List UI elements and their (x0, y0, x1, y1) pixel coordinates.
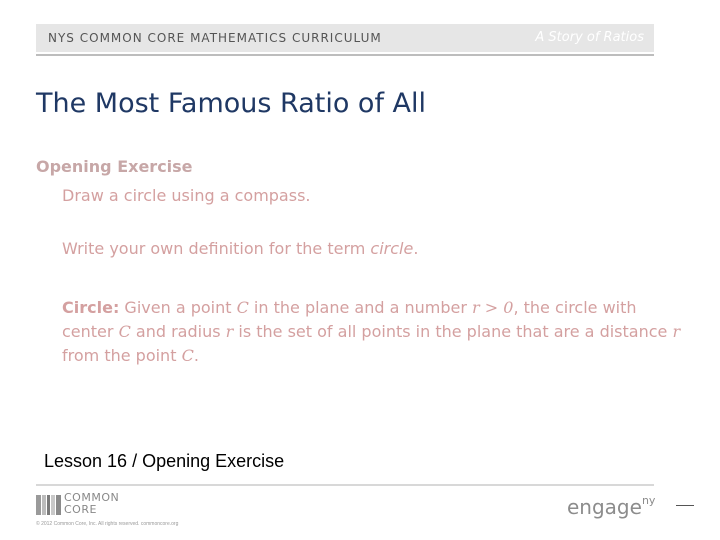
definition-text: Given a point (119, 298, 237, 317)
definition-text: , the circle with center (62, 298, 637, 341)
logo-line-2: CORE (64, 503, 97, 516)
curriculum-label: NYS COMMON CORE MATHEMATICS CURRICULUM (48, 31, 382, 45)
math-var: r > 0 (472, 298, 514, 317)
circle-definition (62, 296, 682, 368)
math-var: C (236, 298, 249, 317)
logo-line-1: COMMON (64, 491, 120, 504)
section-heading: Opening Exercise (36, 157, 193, 176)
definition-text: is the set of all points in the plane that are a distance (233, 322, 673, 341)
definition-text: . (193, 346, 199, 365)
item2-prefix: Write your own definition for the term (62, 239, 371, 258)
item2-suffix: . (413, 239, 419, 258)
exercise-item-2 (62, 239, 418, 258)
logo-text (64, 492, 119, 516)
lesson-label: Lesson 16 / Opening Exercise (44, 451, 285, 471)
item2-term: circle (370, 239, 414, 258)
definition-text: in the plane and a number (248, 298, 473, 317)
copyright-text: © 2012 Common Core, Inc. All rights reserved. commoncore.org (36, 521, 179, 527)
engage-sup: ny (641, 494, 656, 508)
definition-text: and radius (130, 322, 226, 341)
math-var: C (118, 322, 131, 341)
math-var: C (181, 346, 194, 365)
definition-label: Circle: (62, 298, 120, 317)
page-title: The Most Famous Ratio of All (36, 88, 427, 119)
series-label: A Story of Ratios (535, 30, 644, 45)
math-var: r (672, 322, 681, 341)
engage-word: engage (567, 495, 642, 519)
exercise-item-1: Draw a circle using a compass. (62, 186, 311, 205)
definition-text: from the point (62, 346, 182, 365)
header-divider (36, 54, 654, 56)
engageny-logo (567, 495, 655, 519)
math-var: r (225, 322, 234, 341)
footer-dash (676, 505, 694, 506)
common-core-logo (36, 492, 136, 518)
header-bar (36, 24, 654, 52)
footer-divider (36, 484, 654, 486)
logo-bars-icon (36, 495, 62, 515)
